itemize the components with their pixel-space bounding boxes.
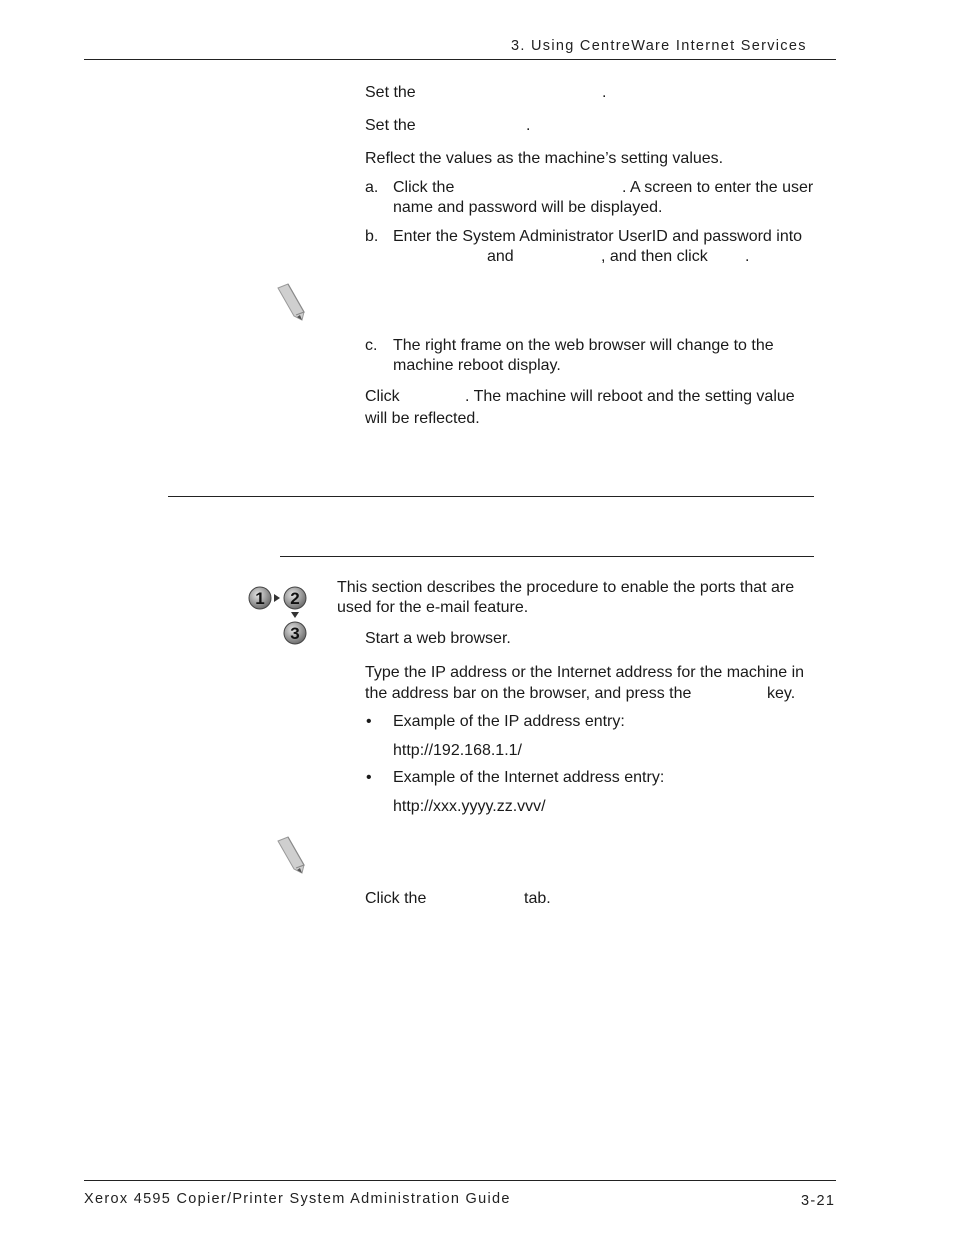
footer-guide-title: Xerox 4595 Copier/Printer System Administration Guide <box>84 1191 511 1207</box>
sub-b-marker: b. <box>365 228 379 245</box>
sub-a-line1-prefix: Click the <box>393 179 455 196</box>
svg-text:3: 3 <box>290 624 300 643</box>
header-rule <box>84 59 836 60</box>
sub-b-and: and <box>487 248 514 265</box>
bullet-2-glyph: • <box>366 769 372 786</box>
step-set-b-prefix: Set the <box>365 117 416 134</box>
sub-c-marker: c. <box>365 337 378 354</box>
bullet-1-label: Example of the IP address entry: <box>393 713 625 730</box>
footer-rule <box>84 1180 836 1181</box>
subsection-rule <box>280 556 814 557</box>
step-set-b-suffix: . <box>526 117 531 134</box>
sub-b-end: . <box>745 248 750 265</box>
step-type-line2-suffix: key. <box>767 685 796 702</box>
step-start-browser: Start a web browser. <box>365 630 511 647</box>
bullet-1-glyph: • <box>366 713 372 730</box>
step-click-tab-suffix: tab. <box>524 890 551 907</box>
section-rule <box>168 496 814 497</box>
step-set-a-prefix: Set the <box>365 84 416 101</box>
intro-line1: This section describes the procedure to enable the ports that are <box>337 579 795 596</box>
intro-line2: used for the e-mail feature. <box>337 599 529 616</box>
step-click-prefix: Click <box>365 388 400 405</box>
step-type-line2-prefix: the address bar on the browser, and press the <box>365 685 692 702</box>
numbered-steps-icon <box>246 583 310 649</box>
sub-a-line1-suffix: . A screen to enter the user <box>622 179 814 196</box>
svg-text:2: 2 <box>290 589 300 608</box>
bullet-2-example: http://xxx.yyyy.zz.vvv/ <box>393 798 546 815</box>
step-set-a-suffix: . <box>602 84 607 101</box>
step-click-line2: will be reflected. <box>365 410 480 427</box>
step-click-suffix: . The machine will reboot and the setting value <box>465 388 795 405</box>
sub-c-line1: The right frame on the web browser will change to the <box>393 337 774 354</box>
bullet-1-example: http://192.168.1.1/ <box>393 742 522 759</box>
sub-b-then: , and then click <box>601 248 708 265</box>
bullet-2-label: Example of the Internet address entry: <box>393 769 665 786</box>
step-click-tab-prefix: Click the <box>365 890 427 907</box>
sub-a-line2: name and password will be displayed. <box>393 199 663 216</box>
sub-a-marker: a. <box>365 179 379 196</box>
step-type-line1: Type the IP address or the Internet address for the machine in <box>365 664 805 681</box>
footer-page-number: 3-21 <box>801 1193 836 1209</box>
note-pencil-icon <box>274 282 310 322</box>
sub-b-line1: Enter the System Administrator UserID and password into <box>393 228 803 245</box>
sub-c-line2: machine reboot display. <box>393 357 561 374</box>
note-pencil-icon <box>274 835 310 875</box>
running-header: 3. Using CentreWare Internet Services <box>511 38 807 54</box>
step-reflect: Reflect the values as the machine’s setting values. <box>365 150 724 167</box>
svg-text:1: 1 <box>255 589 265 608</box>
